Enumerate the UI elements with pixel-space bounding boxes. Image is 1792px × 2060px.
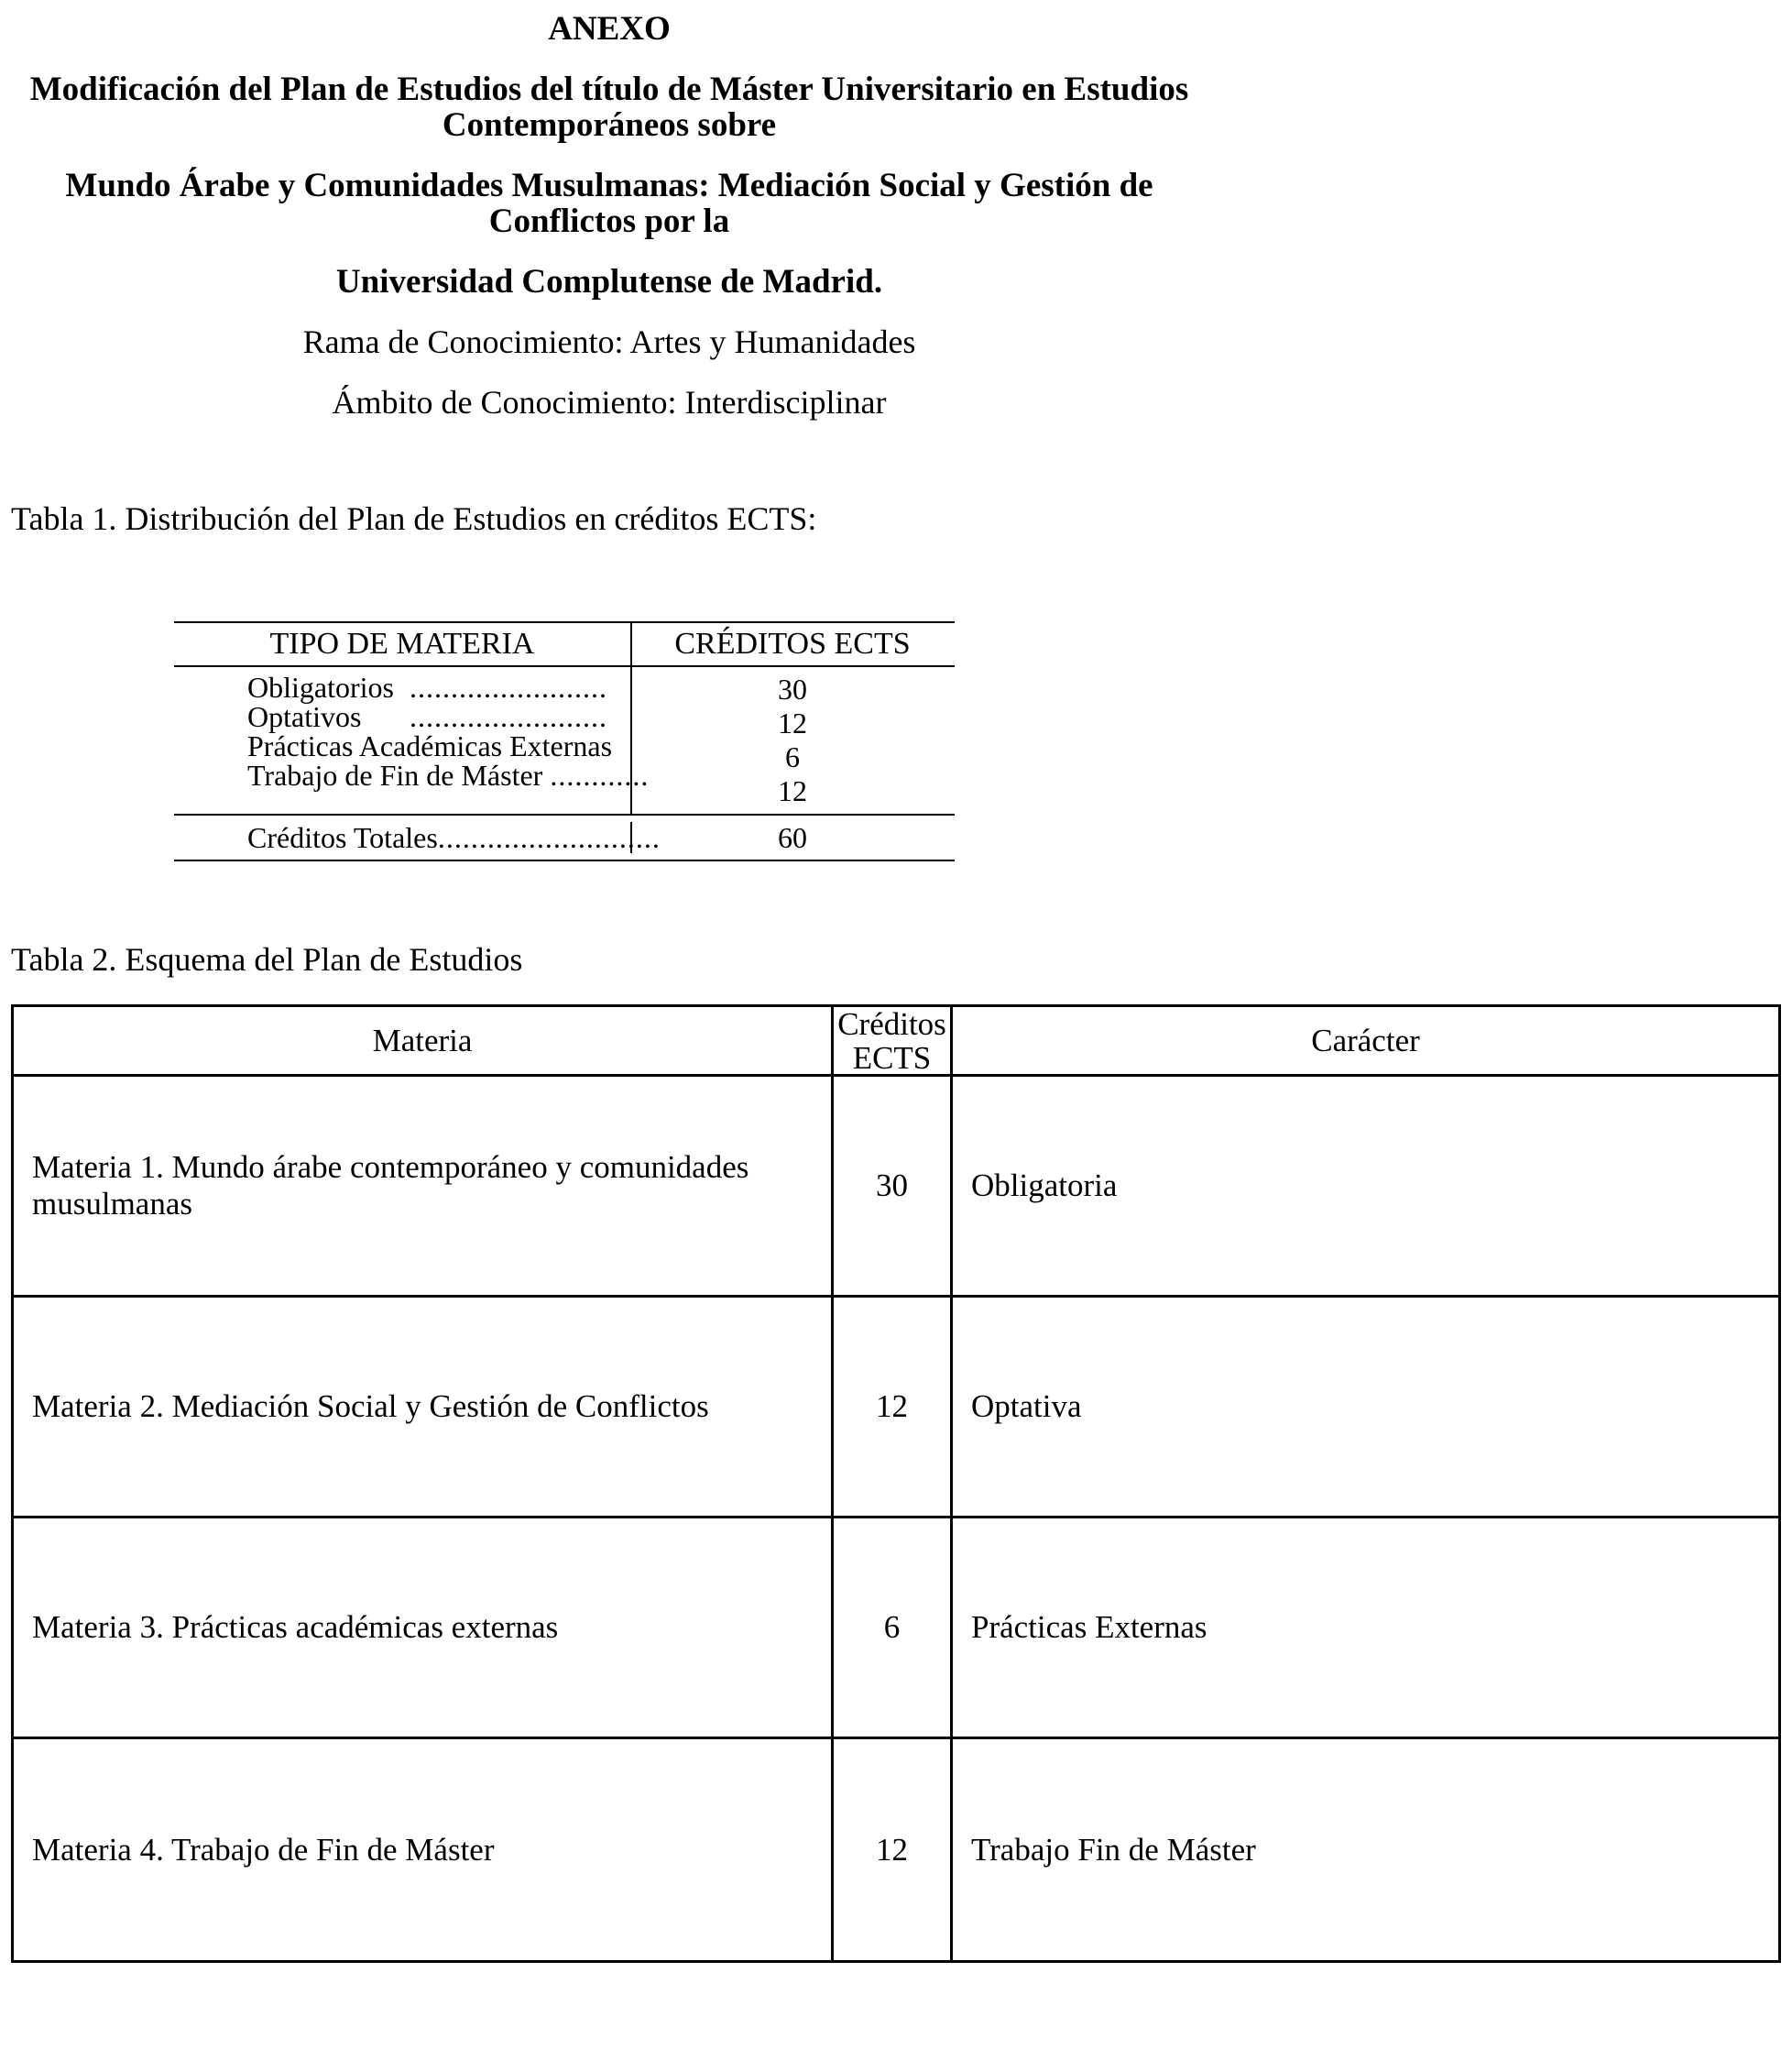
cell-materia: Materia 3. Prácticas académicas externas (14, 1518, 834, 1739)
table-row (14, 1739, 1778, 1960)
tabla1-total-row (174, 814, 955, 860)
tabla1-body-wrap (174, 667, 955, 814)
tabla1 (174, 621, 955, 861)
tabla1-row-value: 12 (778, 774, 807, 807)
tabla1-caption: Tabla 1. Distribución del Plan de Estudios en créditos ECTS: (11, 500, 817, 537)
tabla2-caption: Tabla 2. Esquema del Plan de Estudios (11, 941, 523, 978)
tabla1-row-label: Prácticas Académicas Externas (247, 729, 613, 762)
tabla1-row-label: Optativos ........................ (247, 700, 607, 733)
title-line-2: Mundo Árabe y Comunidades Musulmanas: Mediación Social y Gestión de Conflictos por la (65, 167, 1153, 240)
tabla1-total-value: 60 (778, 821, 807, 854)
cell-caracter: Trabajo Fin de Máster (971, 1831, 1256, 1868)
tabla1-row-value: 30 (778, 673, 807, 706)
tabla2 (11, 1004, 1781, 1963)
title-block (0, 11, 1218, 445)
cell-creditos: 30 (834, 1077, 953, 1298)
tabla2-header-materia: Materia (14, 1007, 834, 1077)
cell-creditos: 12 (834, 1298, 953, 1518)
cell-caracter: Prácticas Externas (953, 1518, 1778, 1739)
tabla2-header-caracter: Carácter (953, 1007, 1778, 1077)
tabla1-row-value: 12 (778, 707, 807, 740)
tabla1-col1-header: TIPO DE MATERIA (174, 623, 632, 665)
title-line-1: Modificación del Plan de Estudios del título de Máster Universitario en Estudios Contemporáneos sobre (29, 71, 1189, 144)
title-line-3: Universidad Complutense de Madrid. (335, 263, 883, 301)
tabla1-row-value: 6 (785, 740, 800, 773)
tabla1-body-col2 (632, 667, 953, 814)
anexo-heading: ANEXO (548, 10, 671, 48)
cell-caracter: Optativa (953, 1298, 1778, 1518)
cell-creditos: 12 (834, 1739, 953, 1960)
cell-materia: Materia 1. Mundo árabe contemporáneo y comunidades musulmanas (14, 1077, 834, 1298)
cell-caracter: Obligatoria (953, 1077, 1778, 1298)
tabla1-total-label: Créditos Totales ........................... (247, 821, 661, 854)
tabla1-row-label: Trabajo de Fin de Máster ............ (247, 759, 650, 792)
tabla2-header-row (14, 1007, 1778, 1077)
cell-creditos: 6 (834, 1518, 953, 1739)
tabla2-header-creditos: Créditos ECTS (834, 1007, 953, 1077)
table-row (14, 1298, 1778, 1518)
rama-conocimiento: Rama de Conocimiento: Artes y Humanidades (302, 323, 916, 360)
table-row (14, 1077, 1778, 1298)
tabla1-header-row (174, 623, 955, 667)
tabla1-row-label: Obligatorios ........................ (247, 671, 607, 704)
cell-materia: Materia 4. Trabajo de Fin de Máster (14, 1739, 834, 1960)
ambito-conocimiento: Ámbito de Conocimiento: Interdisciplinar (332, 384, 887, 421)
tabla1-col2-header: CRÉDITOS ECTS (674, 627, 911, 661)
tabla1-body-col1 (174, 667, 650, 814)
cell-materia: Materia 2. Mediación Social y Gestión de Conflictos (14, 1298, 834, 1518)
table-row (14, 1518, 1778, 1739)
